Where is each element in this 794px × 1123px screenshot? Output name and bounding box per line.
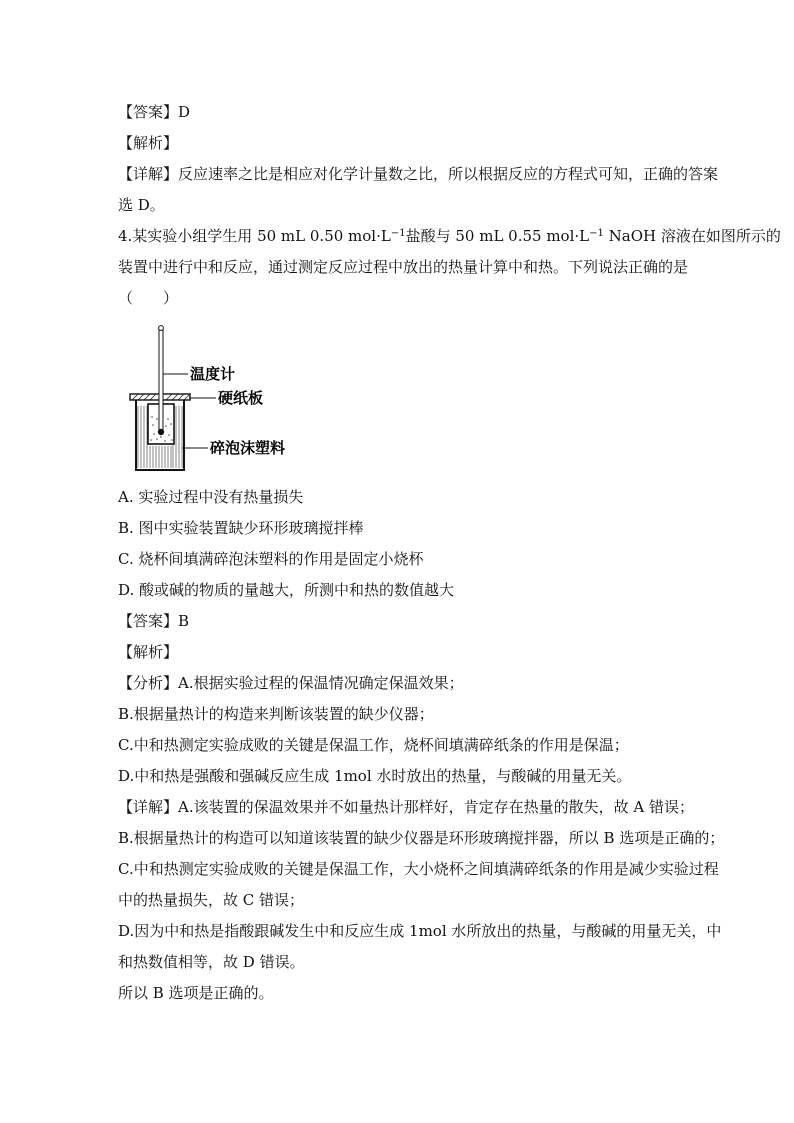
detail-point-c-continued: 中的热量损失，故 C 错误； bbox=[118, 891, 305, 909]
thermometer-tube bbox=[159, 328, 163, 432]
question-text: 4.某实验小组学生用 50 mL 0.50 mol·L bbox=[118, 227, 391, 245]
option-c: C. 烧杯间填满碎泡沫塑料的作用是固定小烧杯 bbox=[118, 550, 424, 568]
question-4-blank: （ ） bbox=[118, 289, 179, 307]
question-text: NaOH 溶液在如图所示的 bbox=[603, 227, 781, 245]
question-4-line-2: 装置中进行中和反应，通过测定反应过程中放出的热量计算中和热。下列说法正确的是 bbox=[118, 258, 689, 276]
analysis-point-a: 【分析】A.根据实验过程的保温情况确定保温效果； bbox=[118, 674, 464, 692]
detail-text-continued: 选 D。 bbox=[118, 196, 165, 214]
answer-label-2: 【答案】B bbox=[118, 612, 190, 630]
detail-text: 【详解】反应速率之比是相应对化学计量数之比，所以根据反应的方程式可知，正确的答案 bbox=[118, 165, 719, 183]
option-d: D. 酸或碱的物质的量越大，所测中和热的数值越大 bbox=[118, 581, 455, 599]
detail-point-b: B.根据量热计的构造可以知道该装置的缺少仪器是环形玻璃搅拌器，所以 B 选项是正确的； bbox=[118, 829, 725, 847]
superscript: −1 bbox=[390, 228, 406, 239]
thermometer-top bbox=[159, 326, 164, 331]
analysis-label-2: 【解析】 bbox=[118, 643, 179, 661]
foam-label: 碎泡沫塑料 bbox=[210, 439, 286, 457]
question-4-line-1 bbox=[118, 226, 781, 246]
analysis-point-d: D.中和热是强酸和强碱反应生成 1mol 水时放出的热量，与酸碱的用量无关。 bbox=[118, 767, 632, 785]
detail-point-d: D.因为中和热是指酸跟碱发生中和反应生成 1mol 水所放出的热量，与酸碱的用量无关，中 bbox=[118, 922, 722, 940]
calorimeter-diagram bbox=[126, 322, 296, 472]
detail-point-a: 【详解】A.该装置的保温效果并不如量热计那样好，肯定存在热量的散失，故 A 错误； bbox=[118, 798, 694, 816]
detail-point-d-continued: 和热数值相等，故 D 错误。 bbox=[118, 953, 305, 971]
analysis-point-b: B.根据量热计的构造来判断该装置的缺少仪器； bbox=[118, 705, 434, 723]
conclusion: 所以 B 选项是正确的。 bbox=[118, 984, 274, 1002]
calorimeter-figure bbox=[126, 322, 296, 472]
superscript: −1 bbox=[589, 228, 604, 239]
cardboard-label: 硬纸板 bbox=[218, 389, 264, 407]
question-text: 盐酸与 50 mL 0.55 mol·L bbox=[405, 227, 590, 245]
detail-point-c: C.中和热测定实验成败的关键是保温工作，大小烧杯之间填满碎纸条的作用是减少实验过程 bbox=[118, 860, 719, 878]
option-a: A. 实验过程中没有热量损失 bbox=[118, 488, 304, 506]
analysis-label: 【解析】 bbox=[118, 134, 179, 152]
analysis-point-c: C.中和热测定实验成败的关键是保温工作，烧杯间填满碎纸条的作用是保温； bbox=[118, 736, 629, 754]
answer-label: 【答案】D bbox=[118, 103, 191, 121]
thermometer-label: 温度计 bbox=[190, 365, 236, 383]
option-b: B. 图中实验装置缺少环形玻璃搅拌棒 bbox=[118, 519, 364, 537]
thermometer-bulb bbox=[158, 429, 164, 435]
